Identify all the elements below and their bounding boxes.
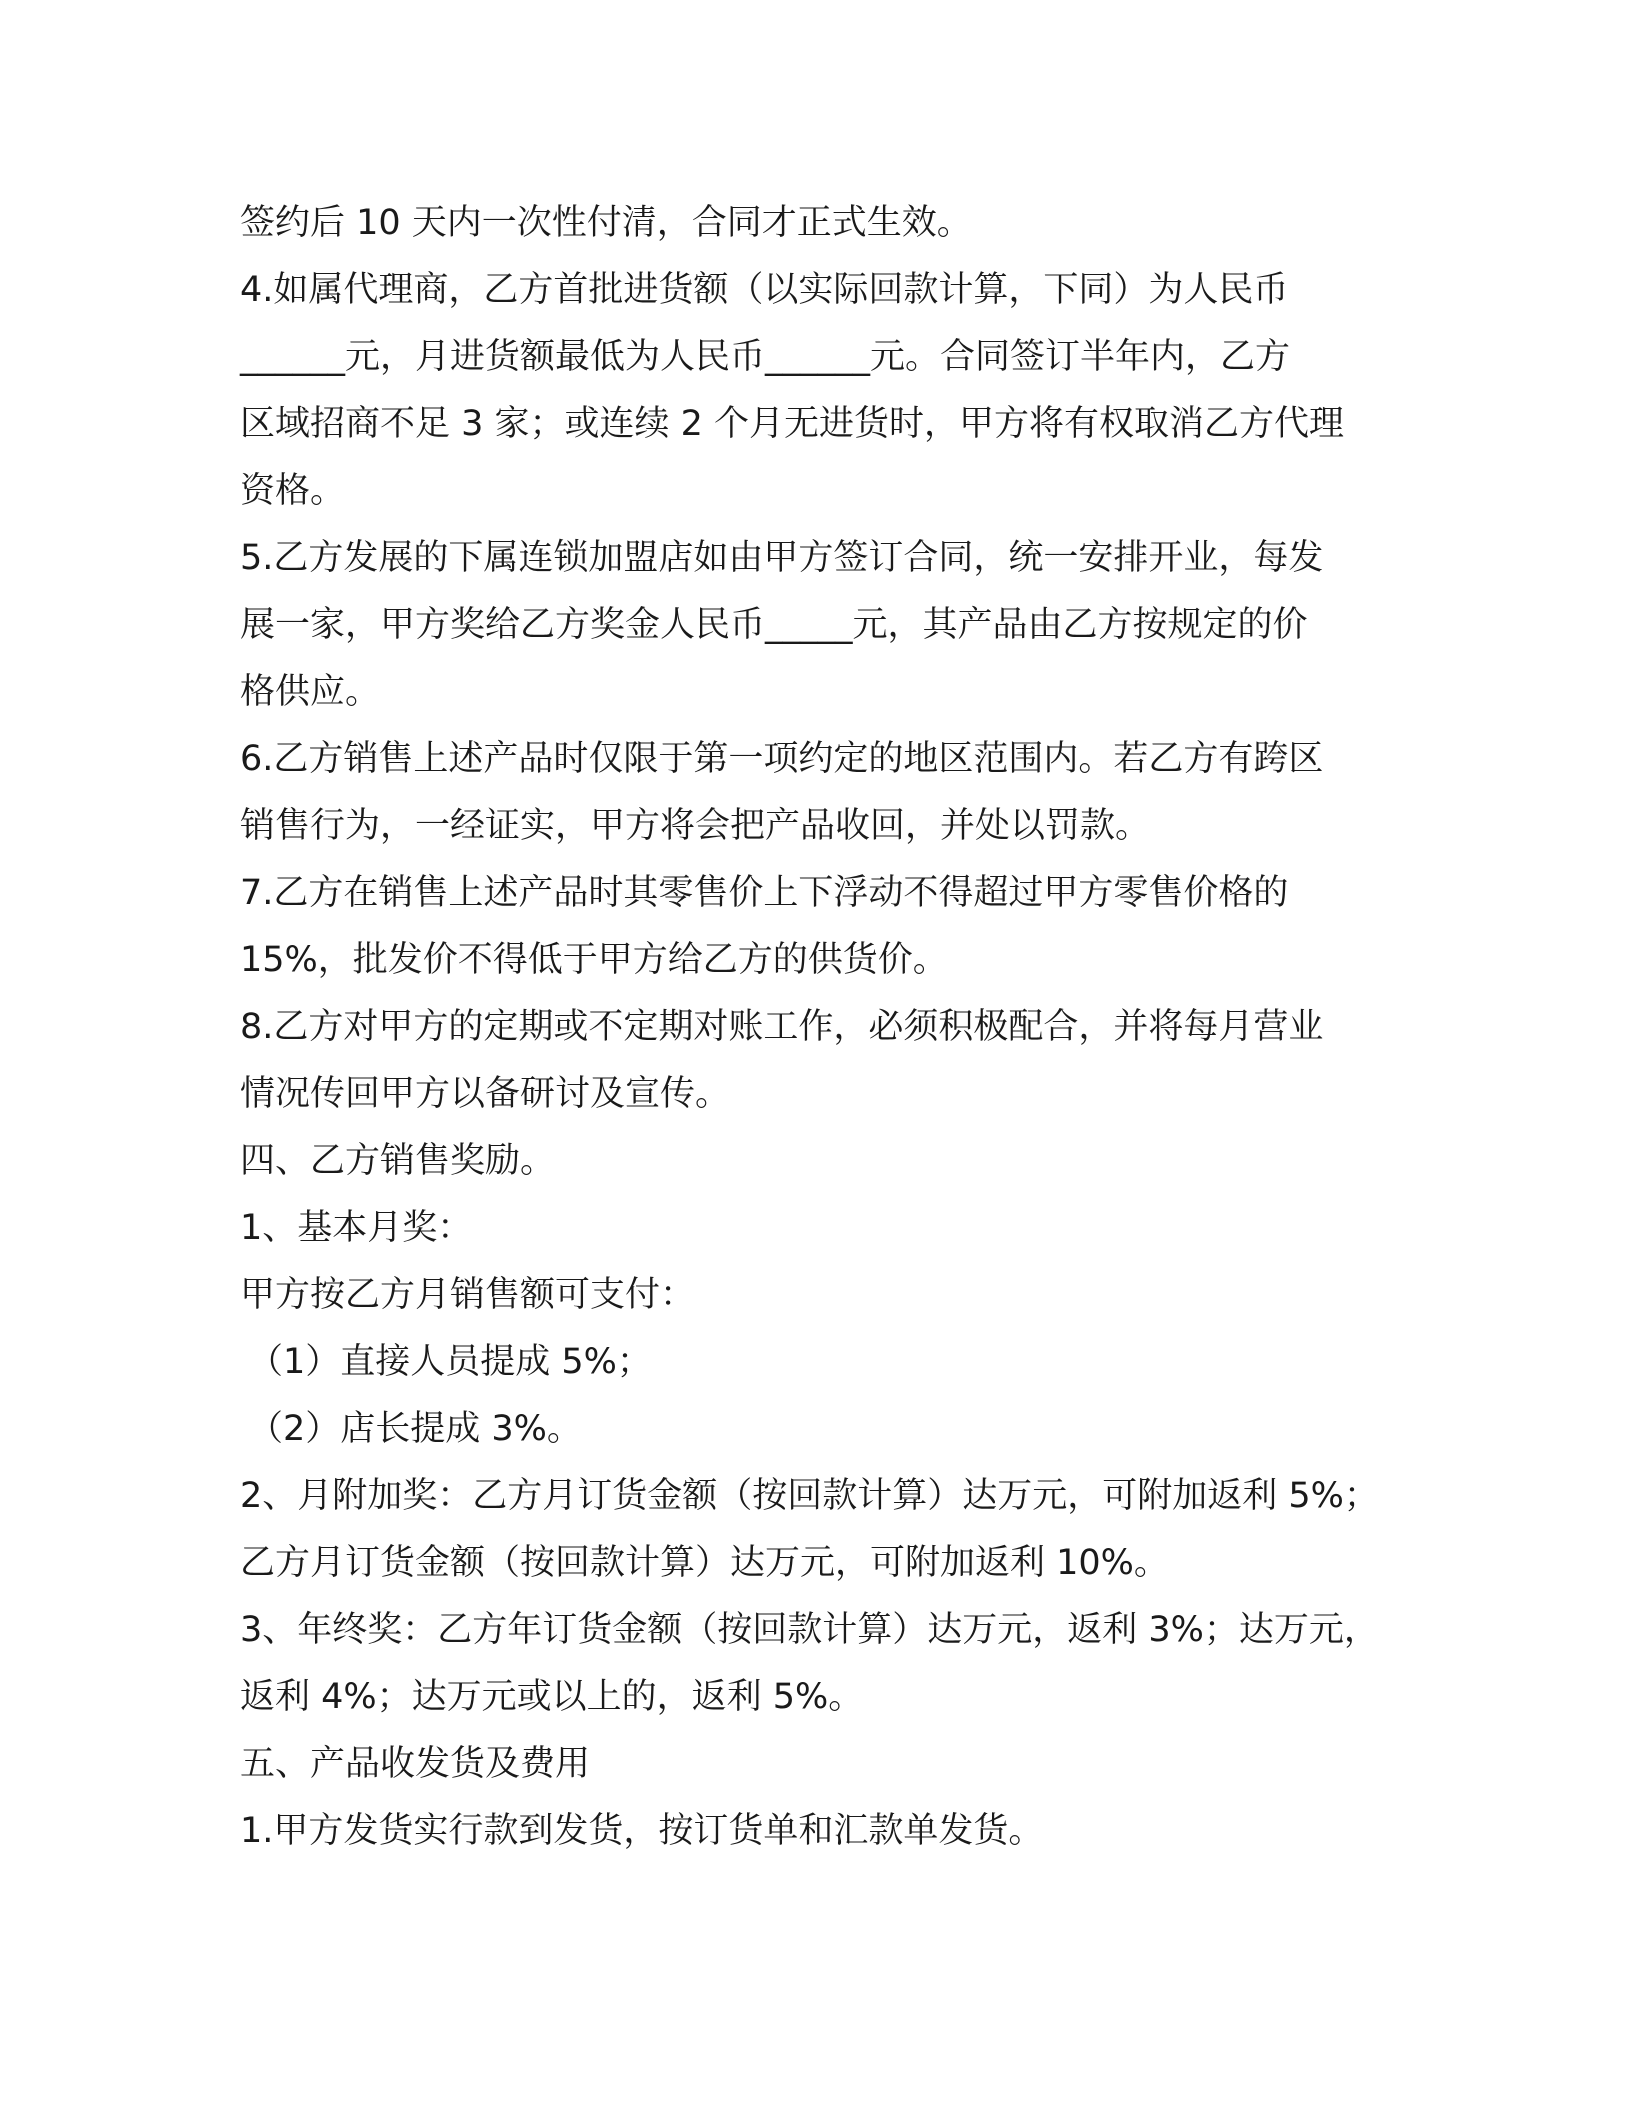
- section-heading-5: 五、产品收发货及费用: [240, 1744, 591, 1784]
- paragraph-line: 15%，批发价不得低于甲方给乙方的供货价。: [240, 940, 948, 980]
- subheading-basic-monthly-bonus: 1、基本月奖：: [240, 1208, 473, 1248]
- paragraph-line: 乙方月订货金额（按回款计算）达万元，可附加返利 10%。: [240, 1543, 1169, 1583]
- paragraph-line: 返利 4%；达万元或以上的，返利 5%。: [240, 1677, 864, 1717]
- list-item: （2）店长提成 3%。: [248, 1409, 582, 1449]
- list-item: （1）直接人员提成 5%；: [248, 1342, 652, 1382]
- paragraph-line: 格供应。: [240, 672, 381, 712]
- paragraph-line: 甲方按乙方月销售额可支付：: [240, 1275, 696, 1315]
- paragraph-line: 签约后 10 天内一次性付清，合同才正式生效。: [240, 203, 972, 243]
- contract-text-body: [240, 190, 1400, 1865]
- paragraph-line: 1.甲方发货实行款到发货，按订货单和汇款单发货。: [240, 1811, 1044, 1851]
- subheading-year-end-bonus: 3、年终奖：乙方年订货金额（按回款计算）达万元，返利 3%；达万元，: [240, 1610, 1379, 1650]
- paragraph-line: ______元，月进货额最低为人民币______元。合同签订半年内，乙方: [240, 337, 1291, 377]
- clause-7-line: 7.乙方在销售上述产品时其零售价上下浮动不得超过甲方零售价格的: [240, 873, 1289, 913]
- section-heading-4: 四、乙方销售奖励。: [240, 1141, 556, 1181]
- paragraph-line: 销售行为，一经证实，甲方将会把产品收回，并处以罚款。: [240, 806, 1151, 846]
- subheading-monthly-additional-bonus: 2、月附加奖：乙方月订货金额（按回款计算）达万元，可附加返利 5%；: [240, 1476, 1379, 1516]
- clause-6-line: 6.乙方销售上述产品时仅限于第一项约定的地区范围内。若乙方有跨区: [240, 739, 1324, 779]
- clause-8-line: 8.乙方对甲方的定期或不定期对账工作，必须积极配合，并将每月营业: [240, 1007, 1324, 1047]
- clause-4-line: 4.如属代理商，乙方首批进货额（以实际回款计算，下同）为人民币: [240, 270, 1289, 310]
- paragraph-line: 情况传回甲方以备研讨及宣传。: [240, 1074, 731, 1114]
- paragraph-line: 展一家，甲方奖给乙方奖金人民币_____元，其产品由乙方按规定的价: [240, 605, 1308, 645]
- paragraph-line: 资格。: [240, 471, 346, 511]
- paragraph-line: 区域招商不足 3 家；或连续 2 个月无进货时，甲方将有权取消乙方代理: [240, 404, 1345, 444]
- clause-5-line: 5.乙方发展的下属连锁加盟店如由甲方签订合同，统一安排开业，每发: [240, 538, 1324, 578]
